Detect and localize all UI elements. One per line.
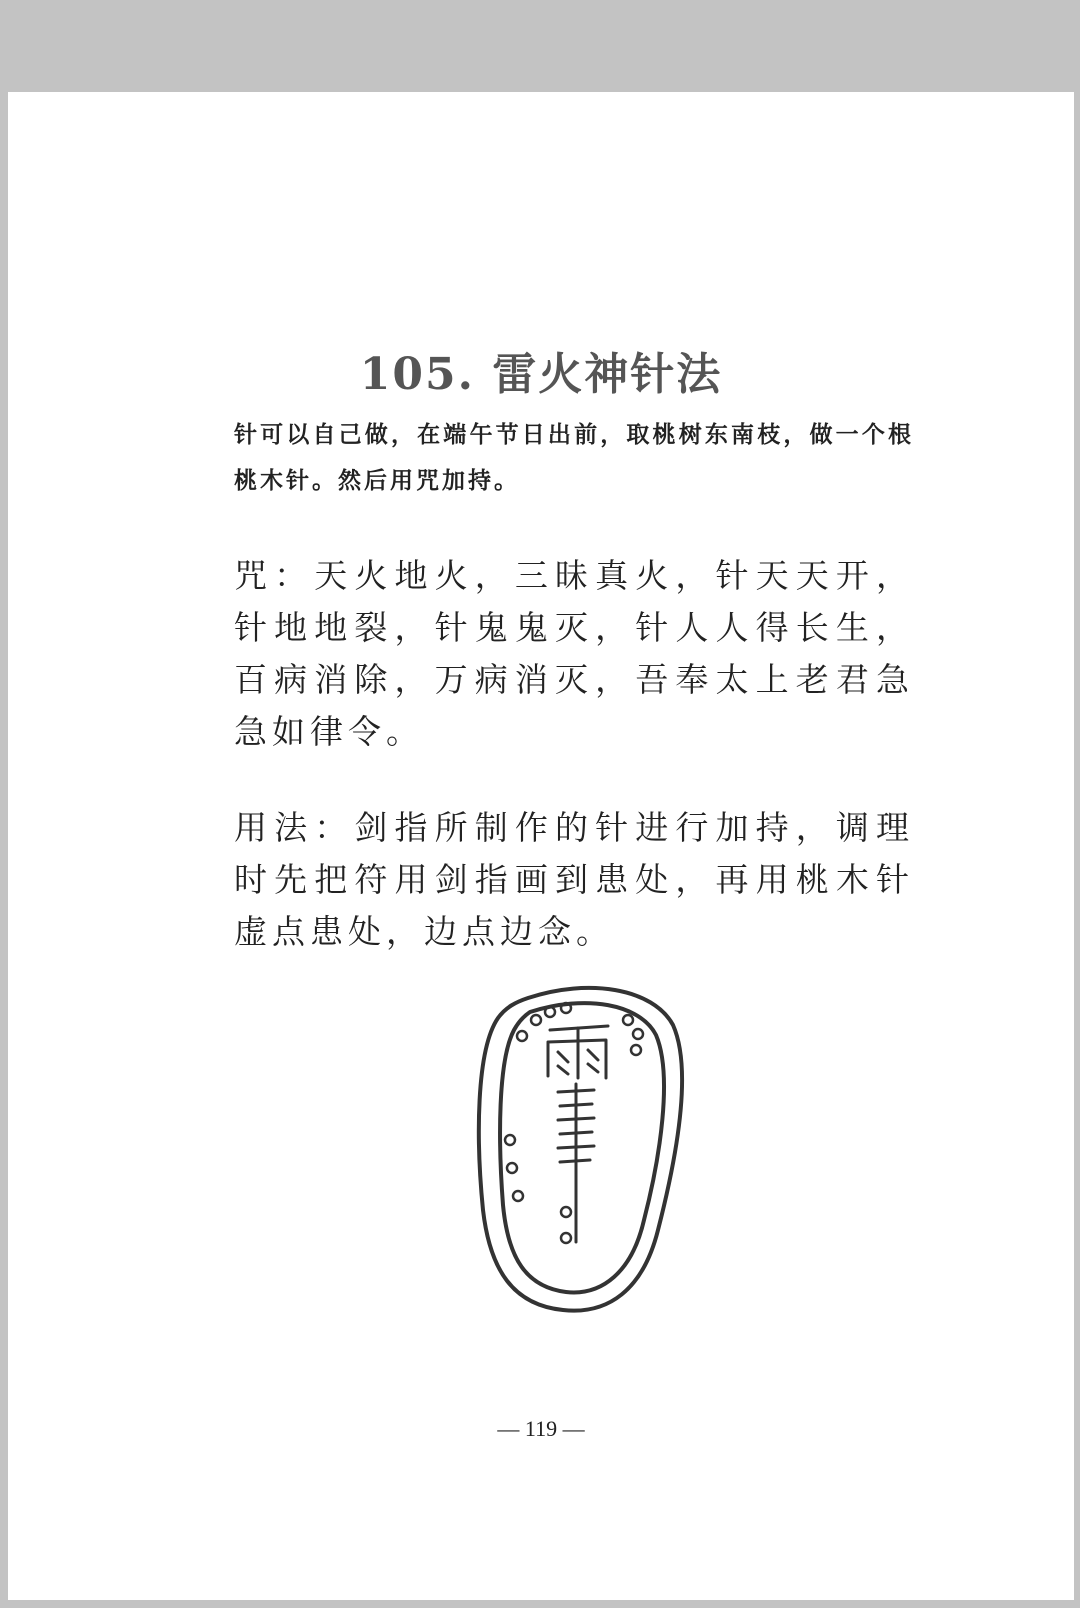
usage-paragraph: 用法：剑指所制作的针进行加持，调理时先把符用剑指画到患处，再用桃木针虚点患处，边点边念。 — [234, 808, 914, 951]
mantra-paragraph: 咒：天火地火，三昧真火，针天天开，针地地裂，针鬼鬼灭，针人人得长生，百病消除，万病消灭，吾奉太上老君急急如律令。 — [234, 556, 914, 751]
page-number: — 119 — — [497, 1416, 585, 1441]
talisman-drawing — [468, 980, 698, 1320]
document-page — [8, 92, 1074, 1600]
page-title: 105. 雷火神针法 — [359, 349, 723, 400]
intro-paragraph: 针可以自己做，在端午节日出前，取桃树东南枝，做一个根桃木针。然后用咒加持。 — [234, 421, 914, 494]
